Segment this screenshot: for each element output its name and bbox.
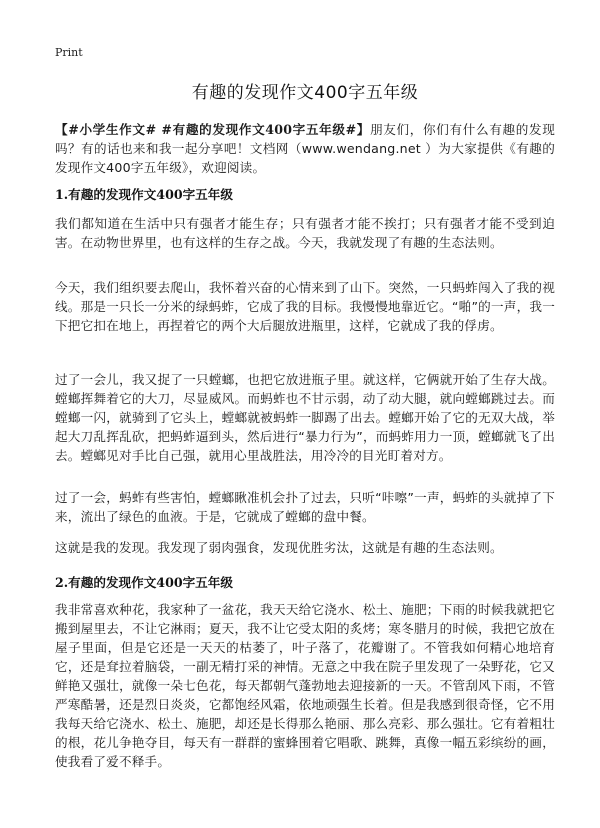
- section-1-paragraph: 今天，我们组织要去爬山，我怀着兴奋的心情来到了山下。突然，一只蚂蚱闯入了我的视线。那是一只长一分米的绿蚂蚱，它成了我的目标。我慢慢地靠近它。“啪”的一声，我一下把它扣在地上，再捏着它的两个大后腿放进瓶里，这样，它就成了我的俘虏。: [55, 280, 555, 333]
- section-1-heading: 1.有趣的发现作文400字五年级: [55, 187, 233, 202]
- intro-tags: 【#小学生作文# #有趣的发现作文400字五年级#】: [55, 122, 371, 137]
- section-2-paragraph: 我非常喜欢种花，我家种了一盆花，我天天给它浇水、松土、施肥；下雨的时候我就把它搬到屋里去，不让它淋雨；夏天，我不让它受太阳的炙烤；寒冬腊月的时候，我把它放在屋子里面，但是它还是一天天的枯萎了，叶子落了，花瓣谢了。不管我如何精心地培育它，还是耷拉着脑袋，一副无精打采的神情。无意之中我在院子里发现了一朵野花，它又鲜艳又强壮，就像一朵七色花，每天都朝气蓬勃地去迎接新的一天。不管刮风下雨，不管严寒酷暑，还是烈日炎炎，它都饱经风霜，依地顽强生长着。但是我感到很奇怪，它不用我每天给它浇水、松土、施肥，却还是长得那么艳丽、那么亮彩、那么强壮。它有着粗壮的根，花儿争艳夺目，每天有一群群的蜜蜂围着它唱歌、跳舞，真像一幅五彩缤纷的画，使我看了爱不释手。: [55, 602, 555, 769]
- section-2-heading: 2.有趣的发现作文400字五年级: [55, 575, 233, 590]
- page-title: 有趣的发现作文400字五年级: [191, 83, 419, 103]
- intro-text: 朋友们，你们有什么有趣的发现吗？有的话也来和我一起分享吧！文档网（www.wendang.net ）为大家提供《有趣的发现作文400字五年级》，欢迎阅读。: [55, 122, 555, 175]
- section-1-paragraph: 这就是我的发现。我发现了弱肉强食，发现优胜劣汰，这就是有趣的生态法则。: [55, 540, 503, 555]
- section-1-paragraph: 我们都知道在生活中只有强者才能生存；只有强者才能不挨打；只有强者才能不受到迫 害。在动物世界里，也有这样的生存之战。今天，我就发现了有趣的生态法则。: [55, 216, 555, 250]
- print-label: Print: [55, 46, 83, 59]
- section-1-paragraph: 过了一会，蚂蚱有些害怕，螳螂瞅准机会扑了过去，只听“咔嚓”一声，蚂蚱的头就掉了下来，流出了绿色的血液。于是，它就成了螳螂的盘中餐。: [55, 490, 555, 524]
- section-1-paragraph: 过了一会儿，我又捉了一只螳螂，也把它放进瓶子里。就这样，它俩就开始了生存大战。螳螂挥舞着它的大刀，尽显威风。而蚂蚱也不甘示弱，动了动大腿，就向螳螂跳过去。而螳螂一闪，就骑到了它头上，螳螂就被蚂蚱一脚踢了出去。螳螂开始了它的无双大战，举起大刀乱挥乱砍，把蚂蚱逼到头，然后进行“暴力行为”，而蚂蚱用力一顶，螳螂就飞了出去。螳螂见对手比自己强，就用心里战胜法，用冷冷的目光盯着对方。: [55, 372, 555, 463]
- intro-paragraph: [55, 120, 555, 177]
